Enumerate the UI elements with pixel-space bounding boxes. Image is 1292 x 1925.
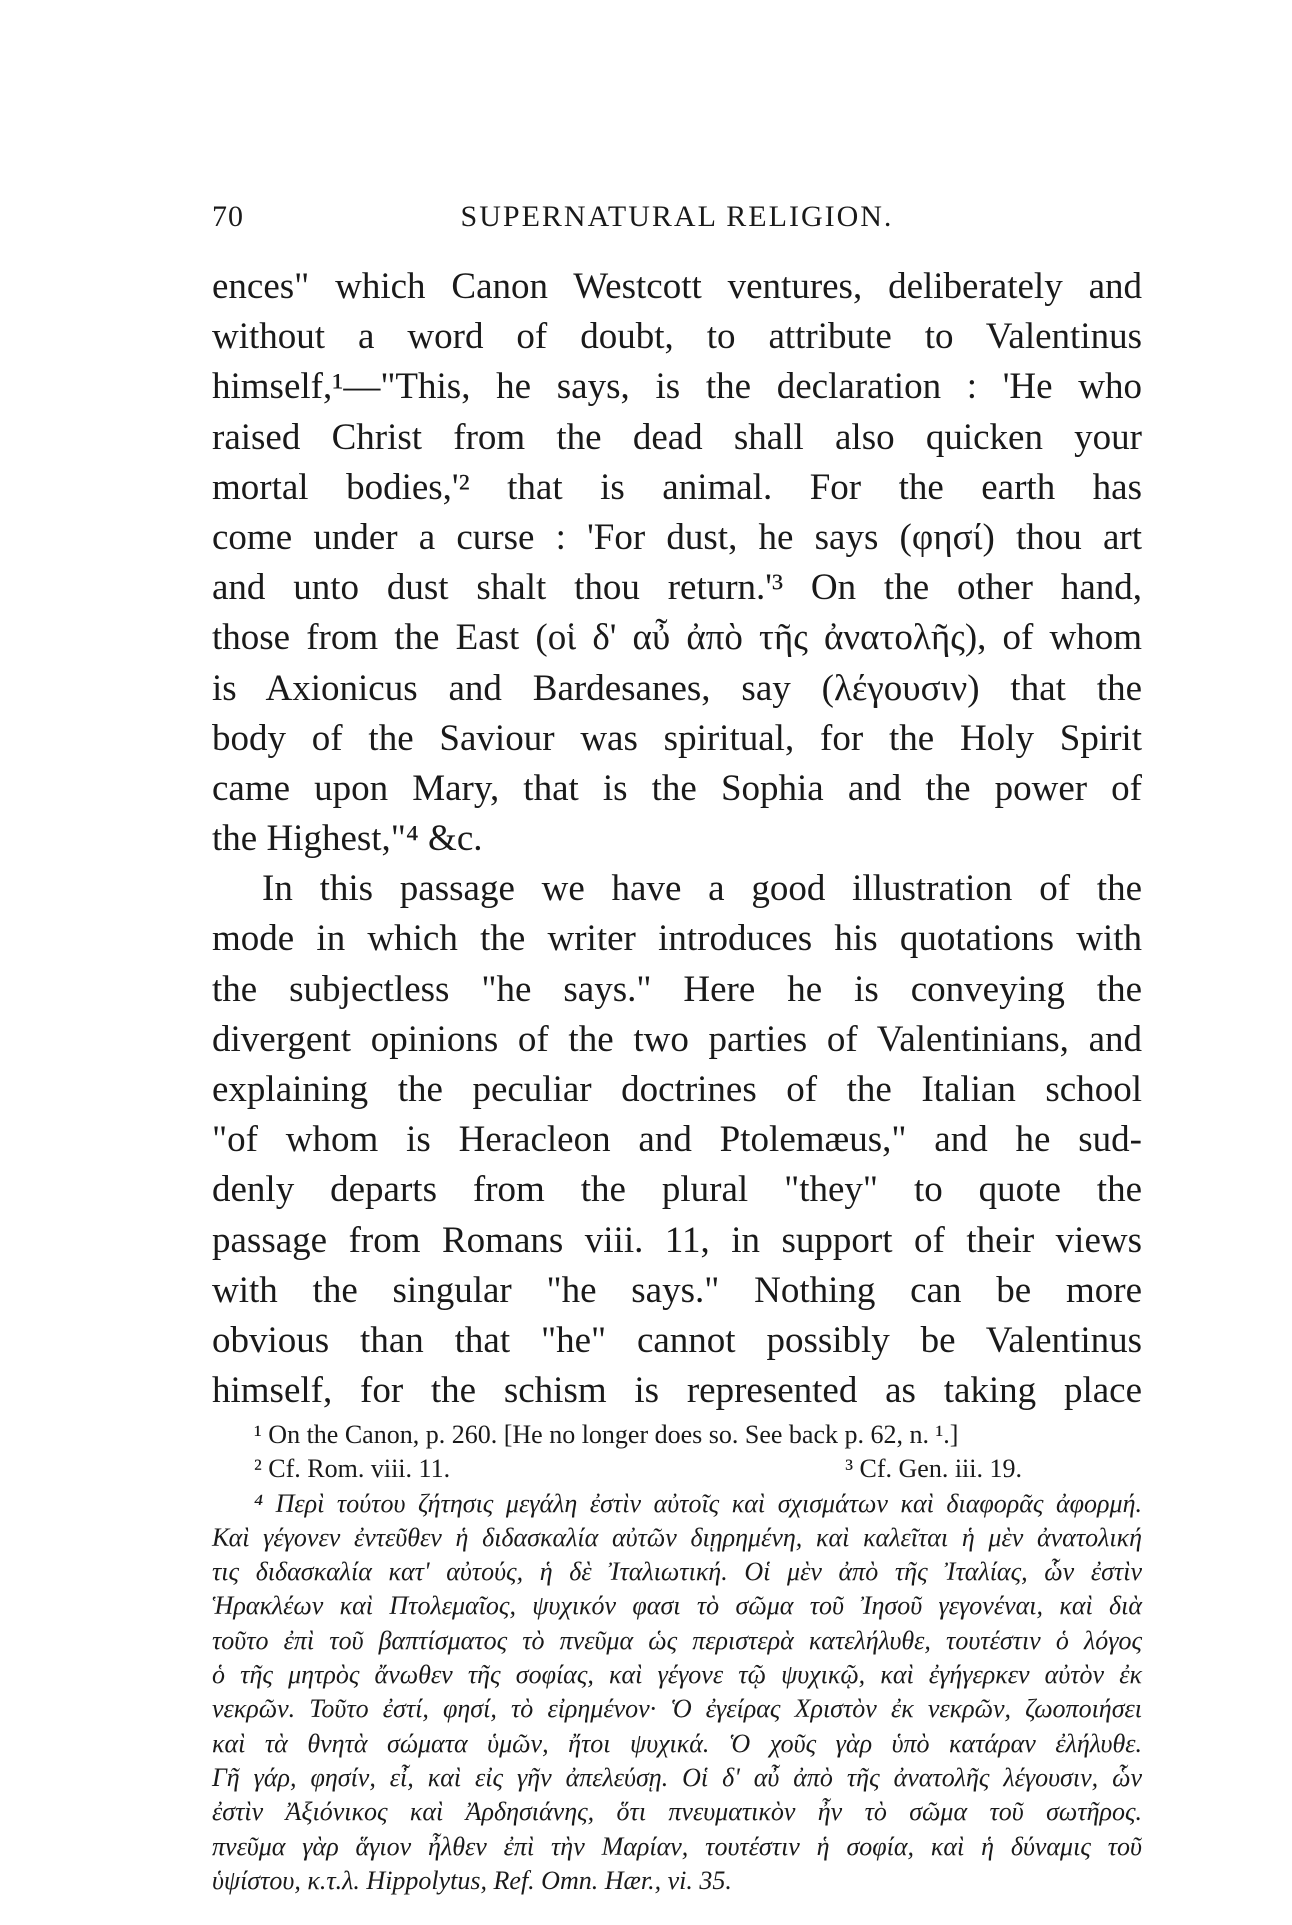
text-line: is Axionicus and Bardesanes, say (λέγουσιν) that the [212, 667, 1142, 709]
text-line: the Highest,"⁴ &c. [212, 818, 483, 860]
footnote-4-line: Ἡρακλέων καὶ Πτολεμαῖος, ψυχικόν φασι τὸ σῶμα τοῦ Ἰησοῦ γεγονέναι, καὶ διὰ [212, 1591, 1142, 1621]
footnote-4-line: καὶ τὰ θνητὰ σώματα ὑμῶν, ἤτοι ψυχικά. Ὁ χοῦς γὰρ ὑπὸ κατάραν ἐλήλυθε. [212, 1728, 1142, 1758]
text-line: himself,¹—"This, he says, is the declaration : 'He who [212, 366, 1142, 408]
footnotes [212, 1418, 1142, 1898]
text-line: mortal bodies,'² that is animal. For the earth has [212, 466, 1142, 508]
main-text [212, 262, 1142, 1416]
text-line: ences" which Canon Westcott ventures, deliberately and [212, 266, 1142, 307]
footnote-2: ² Cf. Rom. viii. 11. [254, 1454, 451, 1484]
footnote-4-line: ὑψίστου, κ.τ.λ. Hippolytus, Ref. Omn. Hær., vi. 35. [212, 1865, 732, 1895]
text-line: divergent opinions of the two parties of Valentinians, and [212, 1018, 1142, 1060]
footnote-1: ¹ On the Canon, p. 260. [He no longer does so. See back p. 62, n. ¹.] [254, 1420, 959, 1449]
text-line: mode in which the writer introduces his quotations with [212, 918, 1142, 960]
page-header [212, 200, 1142, 240]
footnote-4-line: τις διδασκαλία κατ' αὐτούς, ἡ δὲ Ἰταλιωτική. Οἱ μὲν ἀπὸ τῆς Ἰταλίας, ὧν ἐστὶν [212, 1557, 1142, 1587]
text-line: come under a curse : 'For dust, he says (φησί) thou art [212, 516, 1142, 558]
running-title: SUPERNATURAL RELIGION. [460, 200, 894, 233]
text-line: with the singular "he says." Nothing can be more [212, 1269, 1142, 1311]
footnote-3: ³ Cf. Gen. iii. 19. [845, 1454, 1022, 1484]
footnote-4-line: πνεῦμα γὰρ ἅγιον ἦλθεν ἐπὶ τὴν Μαρίαν, τουτέστιν ἡ σοφία, καὶ ἡ δύναμις τοῦ [212, 1831, 1142, 1861]
footnote-4-line: νεκρῶν. Τοῦτο ἐστί, φησί, τὸ εἰρημένον· Ὁ ἐγείρας Χριστὸν ἐκ νεκρῶν, ζωοποιήσει [212, 1694, 1142, 1724]
text-line: the subjectless "he says." Here he is conveying the [212, 968, 1142, 1010]
footnote-4-line: ἐστὶν Ἀξιόνικος καὶ Ἀρδησιάνης, ὅτι πνευματικὸν ἦν τὸ σῶμα τοῦ σωτῆρος. [212, 1797, 1142, 1827]
text-line: In this passage we have a good illustration of the [262, 868, 1142, 910]
text-line: himself, for the schism is represented as taking place [212, 1370, 1142, 1412]
text-line: without a word of doubt, to attribute to Valentinus [212, 316, 1142, 358]
text-line: body of the Saviour was spiritual, for the Holy Spirit [212, 717, 1142, 759]
footnote-4-line: Καὶ γέγονεν ἐντεῦθεν ἡ διδασκαλία αὐτῶν διῃρημένη, καὶ καλεῖται ἡ μὲν ἀνατολική [212, 1522, 1142, 1552]
paragraph-2 [212, 864, 1142, 1416]
text-line: obvious than that "he" cannot possibly be Valentinus [212, 1319, 1142, 1361]
footnote-4-line: Γῆ γάρ, φησίν, εἶ, καὶ εἰς γῆν ἀπελεύσῃ. Οἱ δ' αὖ ἀπὸ τῆς ἀνατολῆς λέγουσιν, ὧν [212, 1762, 1142, 1792]
footnote-row [212, 1452, 1142, 1486]
text-line: passage from Romans viii. 11, in support of their views [212, 1219, 1142, 1261]
text-line: and unto dust shalt thou return.'³ On the other hand, [212, 567, 1142, 609]
text-line: raised Christ from the dead shall also quicken your [212, 416, 1142, 458]
footnote-4-line: τοῦτο ἐπὶ τοῦ βαπτίσματος τὸ πνεῦμα ὡς περιστερὰ κατελήλυθε, τουτέστιν ὁ λόγος [212, 1625, 1142, 1655]
page-number: 70 [212, 200, 244, 233]
paragraph-1 [212, 262, 1142, 864]
footnote-4-line: ⁴ Περὶ τούτου ζήτησις μεγάλη ἐστὶν αὐτοῖς καὶ σχισμάτων καὶ διαφορᾶς ἀφορμή. [254, 1488, 1142, 1518]
text-line: those from the East (οἱ δ' αὖ ἀπὸ τῆς ἀνατολῆς), of whom [212, 617, 1142, 659]
text-line: explaining the peculiar doctrines of the Italian school [212, 1069, 1142, 1110]
text-line: "of whom is Heracleon and Ptolemæus," and he sud- [212, 1119, 1142, 1161]
text-line: came upon Mary, that is the Sophia and the power of [212, 767, 1142, 809]
footnote-4-line: ὁ τῆς μητρὸς ἄνωθεν τῆς σοφίας, καὶ γέγονε τῷ ψυχικῷ, καὶ ἐγήγερκεν αὐτὸν ἐκ [212, 1660, 1142, 1690]
text-line: denly departs from the plural "they" to quote the [212, 1169, 1142, 1211]
